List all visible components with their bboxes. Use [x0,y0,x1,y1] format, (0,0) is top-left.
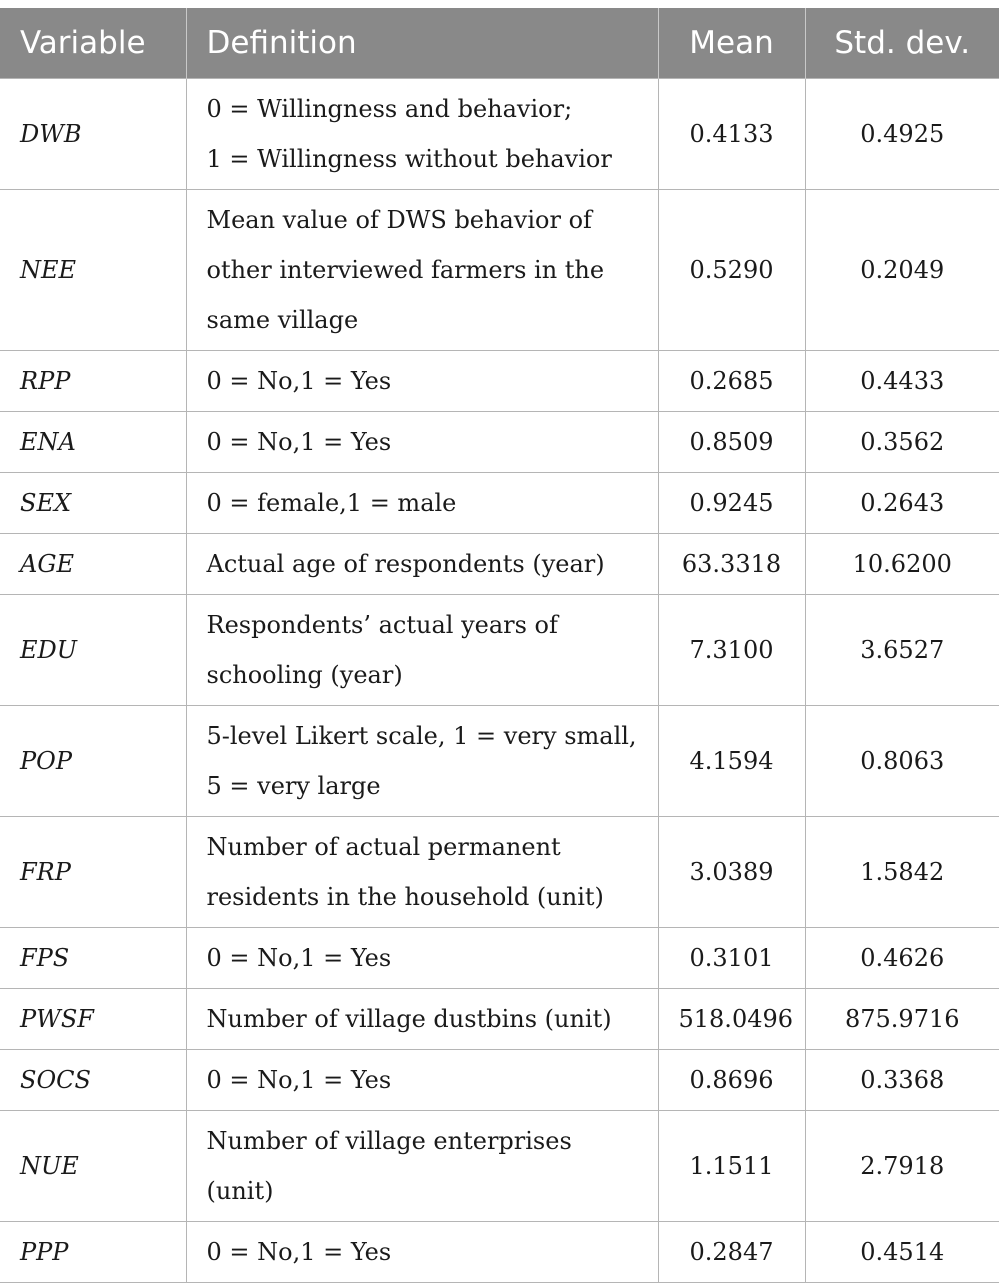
definition-cell [186,1050,658,1111]
header-row [0,8,999,79]
definition-cell [186,351,658,412]
std-dev-cell: 1.5842 [805,817,999,928]
mean-cell: 0.9245 [658,473,805,534]
mean-cell: 0.3101 [658,928,805,989]
definition-line: 0 = Willingness and behavior; [206,95,573,123]
variable-cell: NEE [0,190,186,351]
variable-cell: DWB [0,79,186,190]
std-dev-cell: 0.4514 [805,1222,999,1283]
variable-cell: FPS [0,928,186,989]
definition-line: Number of village enterprises (unit) [206,1127,572,1205]
definition-line: 1 = Willingness without behavior [206,145,612,173]
variable-cell: EDU [0,595,186,706]
std-dev-cell: 0.4626 [805,928,999,989]
table-row [0,595,999,706]
definition-line: same village [206,306,359,334]
std-dev-cell: 0.8063 [805,706,999,817]
definition-line: Number of village dustbins (unit) [206,1005,612,1033]
definition-cell [186,190,658,351]
definition-line: 0 = female,1 = male [206,489,457,517]
definition-cell [186,534,658,595]
definition-line: 0 = No,1 = Yes [206,428,392,456]
variable-cell: ENA [0,412,186,473]
std-dev-cell: 0.3562 [805,412,999,473]
table-row [0,412,999,473]
table-row [0,190,999,351]
table-row [0,817,999,928]
variables-table [0,8,999,1283]
table-row [0,473,999,534]
variable-cell: FRP [0,817,186,928]
header-mean: Mean [658,8,805,79]
definition-line: other interviewed farmers in the [206,256,605,284]
variable-cell: POP [0,706,186,817]
table-row [0,1222,999,1283]
definition-line: 0 = No,1 = Yes [206,944,392,972]
mean-cell: 0.8509 [658,412,805,473]
definition-line: Number of actual permanent [206,833,561,861]
header-variable: Variable [0,8,186,79]
mean-cell: 1.1511 [658,1111,805,1222]
variable-cell: PWSF [0,989,186,1050]
table-row [0,79,999,190]
mean-cell: 0.5290 [658,190,805,351]
header-definition: Definition [186,8,658,79]
definition-line: 0 = No,1 = Yes [206,1066,392,1094]
std-dev-cell: 10.6200 [805,534,999,595]
table-row [0,1050,999,1111]
variable-cell: NUE [0,1111,186,1222]
mean-cell: 3.0389 [658,817,805,928]
variable-cell: AGE [0,534,186,595]
std-dev-cell: 0.2049 [805,190,999,351]
table-body [0,79,999,1283]
definition-cell [186,412,658,473]
definition-cell [186,79,658,190]
definition-cell [186,595,658,706]
table-row [0,706,999,817]
definition-cell [186,928,658,989]
mean-cell: 4.1594 [658,706,805,817]
variable-cell: PPP [0,1222,186,1283]
mean-cell: 7.3100 [658,595,805,706]
definition-cell [186,1111,658,1222]
mean-cell: 0.8696 [658,1050,805,1111]
std-dev-cell: 2.7918 [805,1111,999,1222]
definition-cell [186,817,658,928]
definition-line: schooling (year) [206,661,403,689]
table-row [0,928,999,989]
mean-cell: 518.0496 [658,989,805,1050]
mean-cell: 0.2847 [658,1222,805,1283]
variable-cell: SOCS [0,1050,186,1111]
mean-cell: 63.3318 [658,534,805,595]
definition-line: 5 = very large [206,772,381,800]
std-dev-cell: 0.3368 [805,1050,999,1111]
table-row [0,1111,999,1222]
std-dev-cell: 0.2643 [805,473,999,534]
table-row [0,534,999,595]
std-dev-cell: 3.6527 [805,595,999,706]
std-dev-cell: 0.4925 [805,79,999,190]
definition-line: 5-level Likert scale, 1 = very small, [206,722,637,750]
definition-line: 0 = No,1 = Yes [206,367,392,395]
definition-line: Mean value of DWS behavior of [206,206,592,234]
mean-cell: 0.2685 [658,351,805,412]
variable-cell: RPP [0,351,186,412]
header-std-dev: Std. dev. [805,8,999,79]
definition-cell [186,989,658,1050]
mean-cell: 0.4133 [658,79,805,190]
definition-cell [186,1222,658,1283]
table-row [0,351,999,412]
table-row [0,989,999,1050]
definition-line: residents in the household (unit) [206,883,604,911]
definition-cell [186,706,658,817]
std-dev-cell: 875.9716 [805,989,999,1050]
definition-cell [186,473,658,534]
table-header [0,8,999,79]
std-dev-cell: 0.4433 [805,351,999,412]
definition-line: 0 = No,1 = Yes [206,1238,392,1266]
variable-cell: SEX [0,473,186,534]
definition-line: Actual age of respondents (year) [206,550,605,578]
definition-line: Respondents’ actual years of [206,611,558,639]
